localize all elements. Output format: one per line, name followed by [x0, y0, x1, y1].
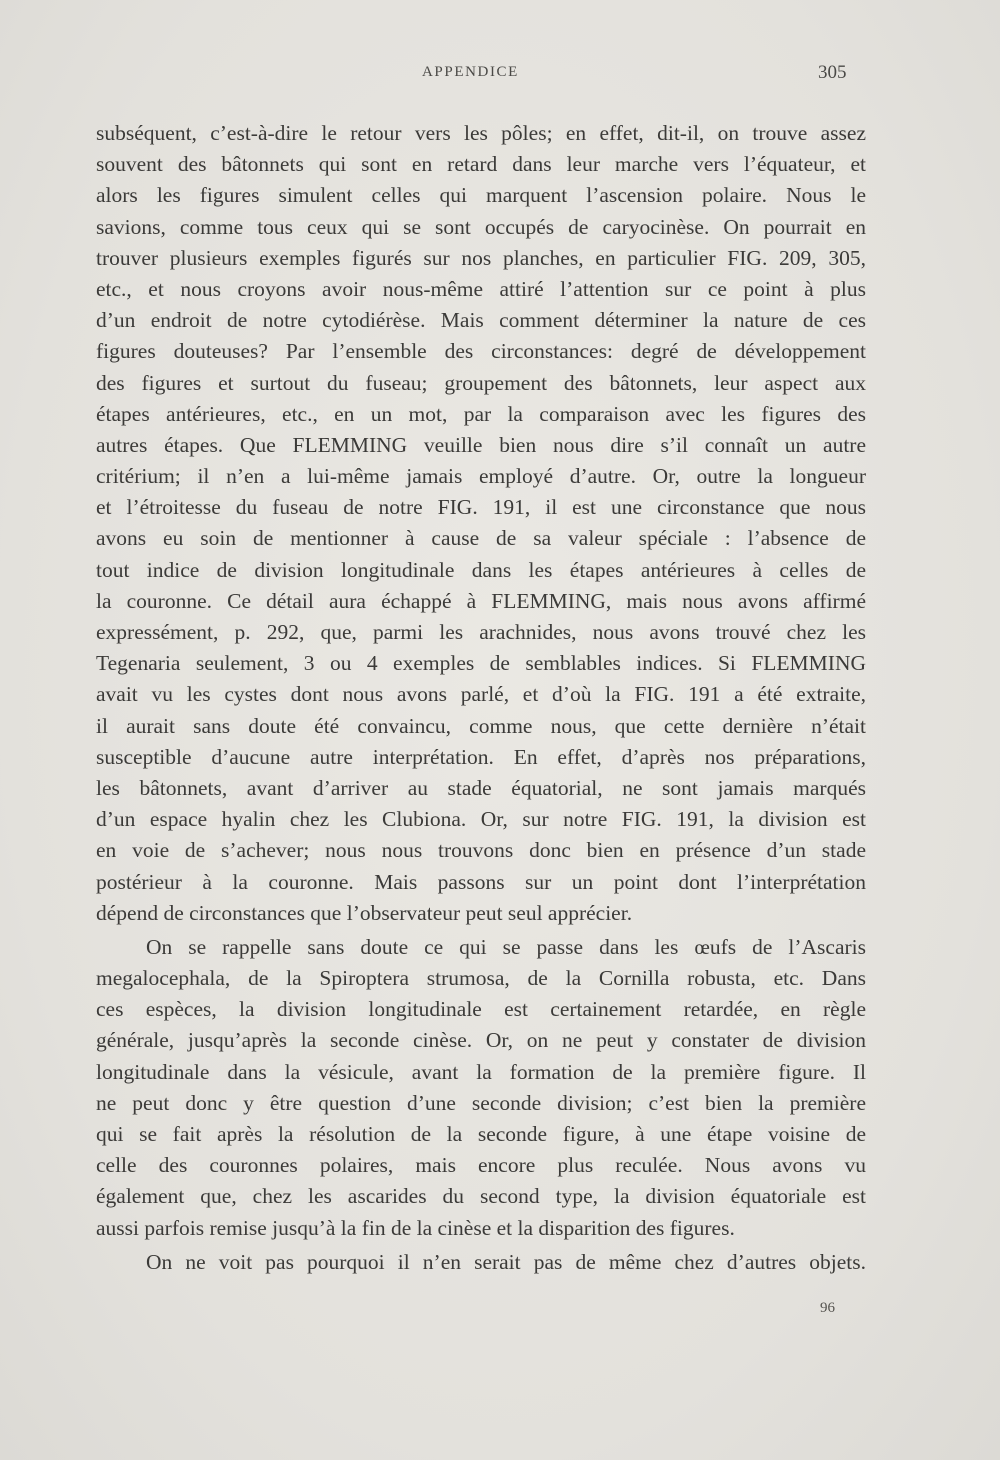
text-line: la couronne. Ce détail aura échappé à FLEMMING, mais nous avons affirmé: [96, 588, 866, 613]
text-line: d’un espace hyalin chez les Clubiona. Or, sur notre FIG. 191, la division est: [96, 807, 866, 832]
body-text: [96, 118, 866, 1278]
text-line: il aurait sans doute été convaincu, comme nous, que cette dernière n’était: [96, 713, 866, 738]
text-line: longitudinale dans la vésicule, avant la formation de la première figure. Il: [96, 1059, 866, 1084]
text-line: megalocephala, de la Spiroptera strumosa, de la Cornilla robusta, etc. Dans: [96, 966, 866, 991]
text-line: figures douteuses? Par l’ensemble des circonstances: degré de développement: [96, 339, 866, 364]
page-number: 305: [818, 62, 847, 83]
text-line: ces espèces, la division longitudinale est certainement retardée, en règle: [96, 997, 866, 1022]
text-line: les bâtonnets, avant d’arriver au stade équatorial, ne sont jamais marqués: [96, 775, 866, 800]
text-line: celle des couronnes polaires, mais encore plus reculée. Nous avons vu: [96, 1153, 866, 1178]
text-line: On se rappelle sans doute ce qui se passe dans les œufs de l’Ascaris: [146, 934, 866, 959]
signature-mark: 96: [820, 1300, 835, 1316]
text-line: également que, chez les ascarides du second type, la division équatoriale est: [96, 1184, 866, 1209]
text-line: expressément, p. 292, que, parmi les arachnides, nous avons trouvé chez les: [96, 620, 866, 644]
text-line: étapes antérieures, etc., en un mot, par la comparaison avec les figures des: [96, 401, 866, 426]
text-line: d’un endroit de notre cytodiérèse. Mais comment déterminer la nature de ces: [96, 308, 866, 333]
text-line: dépend de circonstances que l’observateur peut seul apprécier.: [96, 900, 633, 925]
text-line: ne peut donc y être question d’une seconde division; c’est bien la première: [96, 1090, 866, 1115]
text-line: critérium; il n’en a lui-même jamais employé d’autre. Or, outre la longueur: [96, 464, 866, 489]
text-line: et l’étroitesse du fuseau de notre FIG. 191, il est une circonstance que nous: [96, 495, 866, 520]
text-line: postérieur à la couronne. Mais passons sur un point dont l’interprétation: [96, 869, 866, 894]
text-line: souvent des bâtonnets qui sont en retard dans leur marche vers l’équateur, et: [96, 152, 866, 177]
text-line: trouver plusieurs exemples figurés sur nos planches, en particulier FIG. 209, 305,: [96, 245, 866, 270]
text-line: susceptible d’aucune autre interprétation. En effet, d’après nos préparations,: [96, 744, 866, 769]
running-head: [0, 62, 1000, 86]
text-line: autres étapes. Que FLEMMING veuille bien nous dire s’il connaît un autre: [96, 432, 866, 457]
text-line: qui se fait après la résolution de la seconde figure, à une étape voisine de: [96, 1122, 866, 1146]
text-line: etc., et nous croyons avoir nous-même attiré l’attention sur ce point à plus: [96, 276, 866, 301]
text-line: subséquent, c’est-à-dire le retour vers les pôles; en effet, dit-il, on trouve assez: [96, 121, 866, 145]
text-line: aussi parfois remise jusqu’à la fin de la cinèse et la disparition des figures.: [96, 1215, 735, 1240]
text-line: générale, jusqu’après la seconde cinèse. Or, on ne peut y constater de division: [96, 1028, 866, 1053]
text-line: avait vu les cystes dont nous avons parlé, et d’où la FIG. 191 a été extraite,: [96, 682, 866, 707]
text-line: Tegenaria seulement, 3 ou 4 exemples de semblables indices. Si FLEMMING: [96, 651, 866, 676]
text-line: des figures et surtout du fuseau; groupement des bâtonnets, leur aspect aux: [96, 370, 866, 395]
header-title: APPENDICE: [422, 64, 519, 80]
text-line: en voie de s’achever; nous nous trouvons donc bien en présence d’un stade: [96, 838, 866, 863]
text-line: avons eu soin de mentionner à cause de sa valeur spéciale : l’absence de: [96, 526, 866, 551]
text-line: On ne voit pas pourquoi il n’en serait pas de même chez d’autres objets.: [146, 1249, 866, 1274]
text-line: alors les figures simulent celles qui marquent l’ascension polaire. Nous le: [96, 183, 866, 208]
text-line: savions, comme tous ceux qui se sont occupés de caryocinèse. On pourrait en: [96, 214, 866, 239]
text-line: tout indice de division longitudinale dans les étapes antérieures à celles de: [96, 557, 866, 582]
